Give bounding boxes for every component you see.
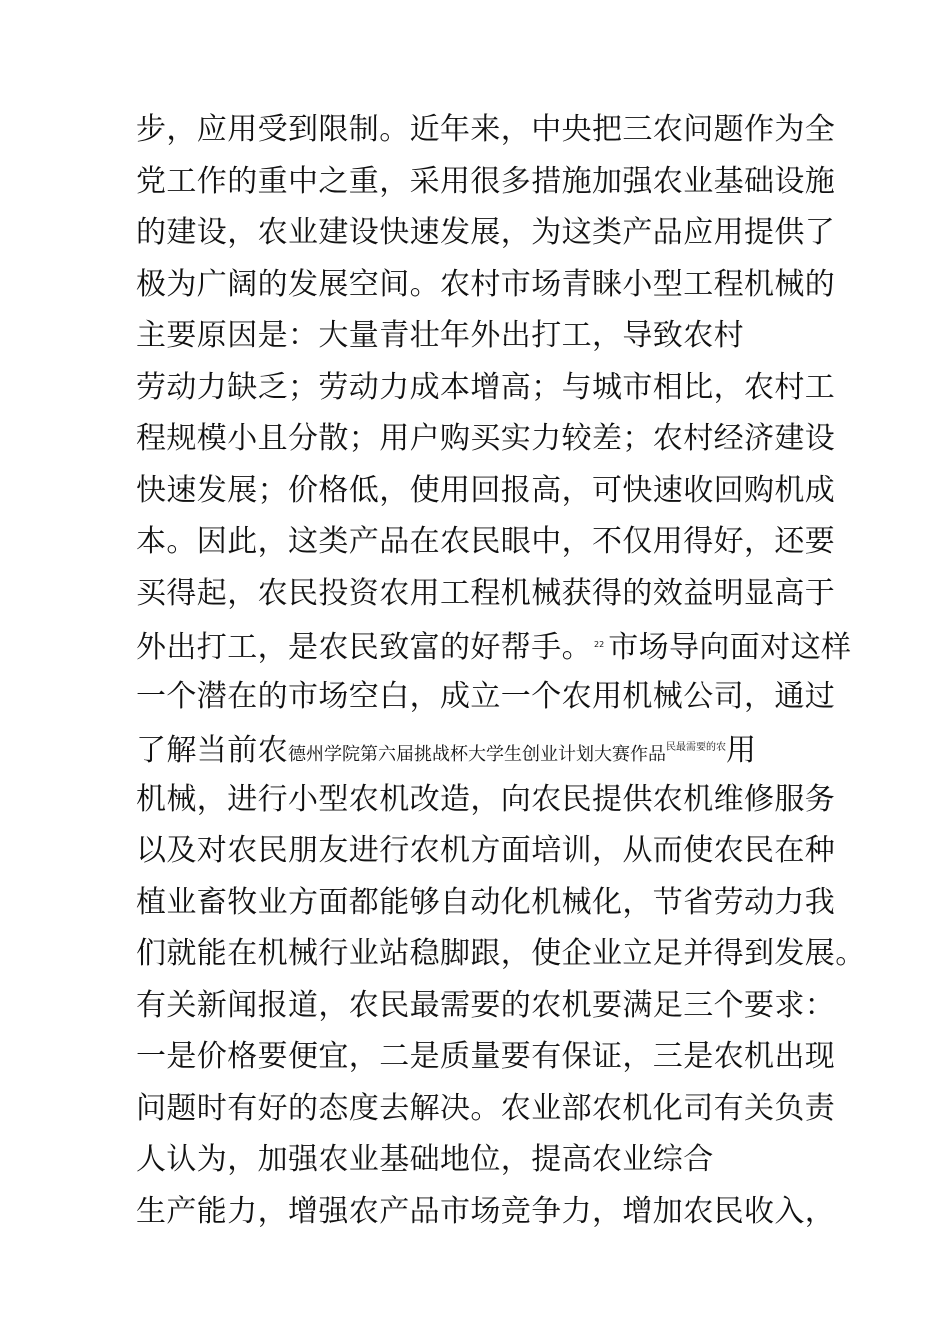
text-segment: 市场导向面对这样: [608, 630, 852, 665]
text-line: 本。因此，这类产品在农民眼中，不仅用得好，还要: [136, 524, 836, 559]
body-text: [136, 104, 866, 1237]
text-line: 的建设，农业建设快速发展，为这类产品应用提供了: [136, 215, 836, 250]
text-segment: 外出打工，是农民致富的好帮手。: [136, 630, 592, 665]
text-line: 一是价格要便宜，二是质量要有保证，三是农机出现: [136, 1039, 836, 1074]
text-line: 问题时有好的态度去解决。农业部农机化司有关负责: [136, 1090, 836, 1126]
text-line: 植业畜牧业方面都能够自动化机械化，节省劳动力我: [136, 884, 836, 920]
text-line: 生产能力，增强农产品市场竞争力，增加农民收入，: [136, 1193, 836, 1229]
footnote-marker: 22: [594, 640, 605, 649]
text-line: 程规模小且分散；用户购买实力较差；农村经济建设: [136, 421, 836, 456]
text-line: 机械，进行小型农机改造，向农民提供农机维修服务: [136, 781, 836, 817]
text-line: 劳动力缺乏；劳动力成本增高；与城市相比，农村工: [136, 369, 836, 405]
text-segment: 了解当前农: [136, 733, 288, 768]
text-line: 人认为，加强农业基础地位，提高农业综合: [136, 1142, 714, 1177]
text-line: 一个潜在的市场空白，成立一个农用机械公司，通过: [136, 678, 836, 714]
running-header-small: 民最需要的农: [666, 742, 726, 753]
text-line: 们就能在机械行业站稳脚跟，使企业立足并得到发展。: [136, 936, 866, 971]
text-line: 主要原因是：大量青壮年外出打工，导致农村: [136, 318, 744, 353]
text-line-with-header: [136, 722, 836, 774]
running-header: 德州学院第六届挑战杯大学生创业计划大赛作品: [288, 744, 666, 765]
text-line: 党工作的重中之重，采用很多措施加强农业基础设施: [136, 163, 836, 199]
text-segment: 用: [726, 733, 757, 768]
text-line-with-note: [136, 619, 852, 671]
text-line: 有关新闻报道，农民最需要的农机要满足三个要求：: [136, 987, 836, 1023]
text-line: 以及对农民朋友进行农机方面培训，从而使农民在种: [136, 833, 836, 868]
text-line: 买得起，农民投资农用工程机械获得的效益明显高于: [136, 575, 836, 611]
text-line: 极为广阔的发展空间。农村市场青睐小型工程机械的: [136, 266, 836, 302]
text-line: 快速发展；价格低，使用回报高，可快速收回购机成: [136, 472, 836, 508]
text-line: 步，应用受到限制。近年来，中央把三农问题作为全: [136, 112, 836, 147]
